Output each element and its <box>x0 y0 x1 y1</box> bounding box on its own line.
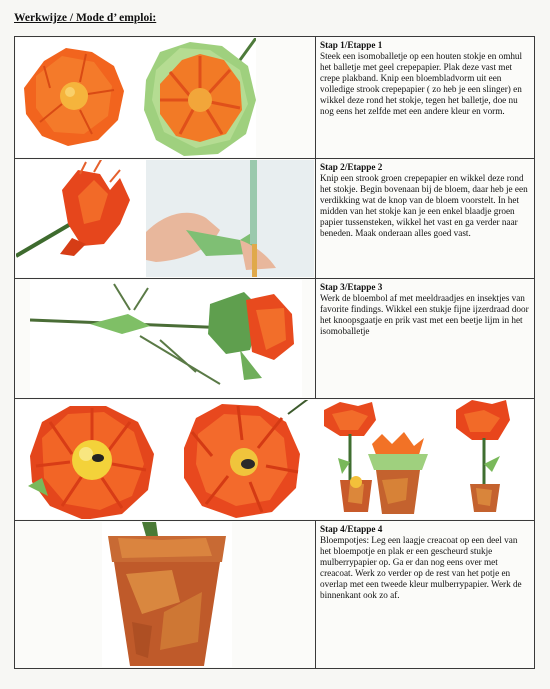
step-3-text <box>316 279 535 399</box>
step-row-2 <box>15 159 535 279</box>
step-2-text <box>316 159 535 279</box>
page-title: Werkwijze / Mode d’ emploi: <box>14 12 157 24</box>
step-1-title: Stap 1/Etappe 1 <box>320 40 383 50</box>
flower-bud-photo <box>16 160 146 277</box>
flower-photo-green <box>136 38 256 157</box>
step-1-text <box>316 37 535 159</box>
step-4-photos <box>15 521 316 669</box>
step-4-title: Stap 4/Etappe 4 <box>320 524 383 534</box>
step-3-title: Stap 3/Etappe 3 <box>320 282 383 292</box>
flower-fringed-photo <box>166 400 318 519</box>
step-4-body: Bloempotjes: Leg een laagje creacoat op een deel van het bloempotje en plak er een gescheurd stukje mulberrypapier op. Ga er dan nog eens over met creacoat. Werk zo verder op de rest van het potje en overlap met een tweede kleur mulberrypapier. Werk de binnenkant ook zo af. <box>320 535 522 601</box>
step-2-title: Stap 2/Etappe 2 <box>320 162 383 172</box>
step-4-text <box>316 521 535 669</box>
flower-photo-orange <box>16 38 136 157</box>
step-2-body: Knip een strook groen crepepapier en wikkel deze rond het stokje. Begin bovenaan bij de bloem, daar heb je een verdikking wat de knop van de bloem voorstelt. In het midden van het stokje kan je een enkel blaadje groen papier tussensteken, wikkel het vast en ga verder naar beneden. Maak onderaan alles goed vast. <box>320 173 528 239</box>
instruction-table <box>14 36 535 669</box>
wrapping-stem-photo <box>146 160 314 277</box>
photo-row <box>15 399 535 521</box>
flower-with-bee-photo <box>16 400 166 519</box>
step-3-photos <box>15 279 316 399</box>
step-2-photos <box>15 159 316 279</box>
step-row-1 <box>15 37 535 159</box>
step-1-body: Steek een isomoballetje op een houten stokje en omhul het balletje met geel crepepapier. Plak deze vast met crepe plakband. Knip een bloembladvorm uit een volledige strook crepepapier ( zo heb je een slinger) en wikkel deze rond het stokje, tegen het balletje, doe nu nog eens het zelfde met een andere kleur en vorm. <box>320 51 523 117</box>
step-3-body: Werk de bloembol af met meeldraadjes en insektjes van favorite findings. Wikkel een stukje fijne ijzerdraad door het knoopsgaatje en prik vast met een beetje lijm in het isomoballetje <box>320 293 529 337</box>
finished-bud-photo <box>30 280 302 397</box>
potted-flowers-photo <box>318 400 448 519</box>
finished-flowers-photos <box>15 399 535 521</box>
step-row-4 <box>15 521 535 669</box>
decorated-pot-photo <box>102 522 232 667</box>
step-row-3 <box>15 279 535 399</box>
step-1-photos <box>15 37 316 159</box>
single-pot-photo <box>448 400 533 519</box>
